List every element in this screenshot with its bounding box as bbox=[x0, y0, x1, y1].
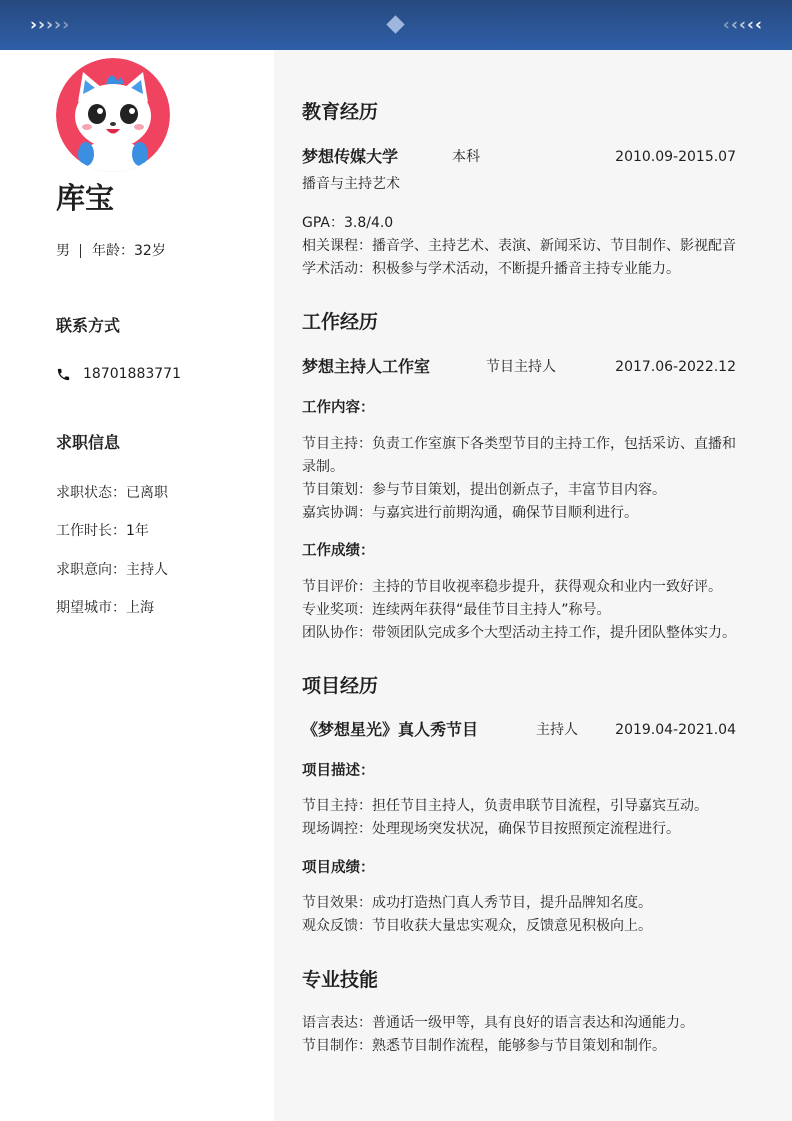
skills-heading: 专业技能 bbox=[302, 969, 379, 991]
work-content-3: 嘉宾协调：与嘉宾进行前期沟通，确保节目顺利进行。 bbox=[302, 505, 638, 521]
project-name: 《梦想星光》真人秀节目 bbox=[302, 720, 479, 739]
gpa: GPA：3.8/4.0 bbox=[302, 215, 394, 231]
work-duration: 工作时长：1年 bbox=[56, 523, 149, 539]
academic-activities: 学术活动：积极参与学术活动，不断提升播音主持专业能力。 bbox=[302, 261, 680, 277]
work-achievement-heading: 工作成绩： bbox=[302, 543, 375, 559]
phone-number: 18701883771 bbox=[83, 366, 181, 382]
project-achievement-heading: 项目成绩： bbox=[302, 860, 375, 876]
project-achievement-2: 观众反馈：节目收获大量忠实观众，反馈意见积极向上。 bbox=[302, 918, 652, 934]
education-heading: 教育经历 bbox=[302, 101, 379, 123]
phone-row bbox=[56, 364, 181, 384]
courses: 相关课程：播音学、主持艺术、表演、新闻采访、节目制作、影视配音 bbox=[302, 238, 736, 254]
candidate-name: 库宝 bbox=[56, 181, 115, 215]
chevron-right-icon: › bbox=[54, 15, 62, 35]
company-name: 梦想主持人工作室 bbox=[302, 357, 431, 376]
work-date: 2017.06-2022.12 bbox=[615, 359, 736, 375]
left-chevrons-decoration bbox=[30, 14, 69, 36]
chevron-right-icon: › bbox=[30, 15, 38, 35]
school-name: 梦想传媒大学 bbox=[302, 147, 399, 166]
basic-info bbox=[56, 241, 166, 261]
work-entry-header bbox=[302, 355, 736, 379]
project-entry-header bbox=[302, 718, 736, 742]
project-desc-1: 节目主持：担任节目主持人，负责串联节目流程，引导嘉宾互动。 bbox=[302, 798, 708, 814]
phone-icon bbox=[56, 367, 71, 382]
job-info-heading: 求职信息 bbox=[56, 433, 121, 452]
gender-text: 男 bbox=[56, 243, 70, 259]
work-achievement-1: 节目评价：主持的节目收视率稳步提升，获得观众和业内一致好评。 bbox=[302, 579, 722, 595]
work-content-heading: 工作内容： bbox=[302, 400, 375, 416]
project-achievement-1: 节目效果：成功打造热门真人秀节目，提升品牌知名度。 bbox=[302, 895, 652, 911]
chevron-left-icon: ‹ bbox=[730, 15, 738, 35]
project-heading: 项目经历 bbox=[302, 675, 379, 697]
job-status: 求职状态：已离职 bbox=[56, 485, 168, 501]
work-achievement-3: 团队协作：带领团队完成多个大型活动主持工作，提升团队整体实力。 bbox=[302, 625, 736, 641]
chevron-left-icon: ‹ bbox=[722, 15, 730, 35]
work-achievement-2: 专业奖项：连续两年获得“最佳节目主持人”称号。 bbox=[302, 602, 611, 618]
chevron-left-icon: ‹ bbox=[746, 15, 754, 35]
education-entry-header bbox=[302, 145, 736, 169]
work-content-1: 节目主持：负责工作室旗下各类型节目的主持工作，包括采访、直播和录制。 bbox=[302, 436, 736, 476]
chevron-right-icon: › bbox=[46, 15, 54, 35]
project-date: 2019.04-2021.04 bbox=[615, 722, 736, 738]
expected-city: 期望城市：上海 bbox=[56, 600, 154, 616]
age-text: 年龄：32岁 bbox=[92, 243, 166, 259]
sidebar bbox=[0, 50, 274, 1121]
chevron-right-icon: › bbox=[38, 15, 46, 35]
skill-production: 节目制作：熟悉节目制作流程，能够参与节目策划和制作。 bbox=[302, 1038, 666, 1054]
avatar bbox=[56, 58, 170, 172]
cartoon-cat-avatar-icon bbox=[56, 58, 170, 172]
divider bbox=[80, 244, 81, 258]
diamond-decoration bbox=[386, 15, 404, 33]
project-desc-heading: 项目描述： bbox=[302, 763, 375, 779]
skill-language: 语言表达：普通话一级甲等，具有良好的语言表达和沟通能力。 bbox=[302, 1015, 694, 1031]
job-intention: 求职意向：主持人 bbox=[56, 562, 168, 578]
header-bar bbox=[0, 0, 792, 50]
major: 播音与主持艺术 bbox=[302, 176, 400, 192]
chevron-left-icon: ‹ bbox=[738, 15, 746, 35]
chevron-right-icon: › bbox=[62, 15, 70, 35]
work-content-2: 节目策划：参与节目策划，提出创新点子，丰富节目内容。 bbox=[302, 482, 666, 498]
project-desc-2: 现场调控：处理现场突发状况，确保节目按照预定流程进行。 bbox=[302, 821, 680, 837]
right-chevrons-decoration bbox=[723, 14, 762, 36]
contact-heading: 联系方式 bbox=[56, 316, 121, 335]
degree: 本科 bbox=[452, 149, 480, 165]
work-role: 节目主持人 bbox=[486, 359, 556, 375]
chevron-left-icon: ‹ bbox=[754, 15, 762, 35]
education-date: 2010.09-2015.07 bbox=[615, 149, 736, 165]
work-heading: 工作经历 bbox=[302, 311, 379, 333]
project-role: 主持人 bbox=[536, 722, 578, 738]
